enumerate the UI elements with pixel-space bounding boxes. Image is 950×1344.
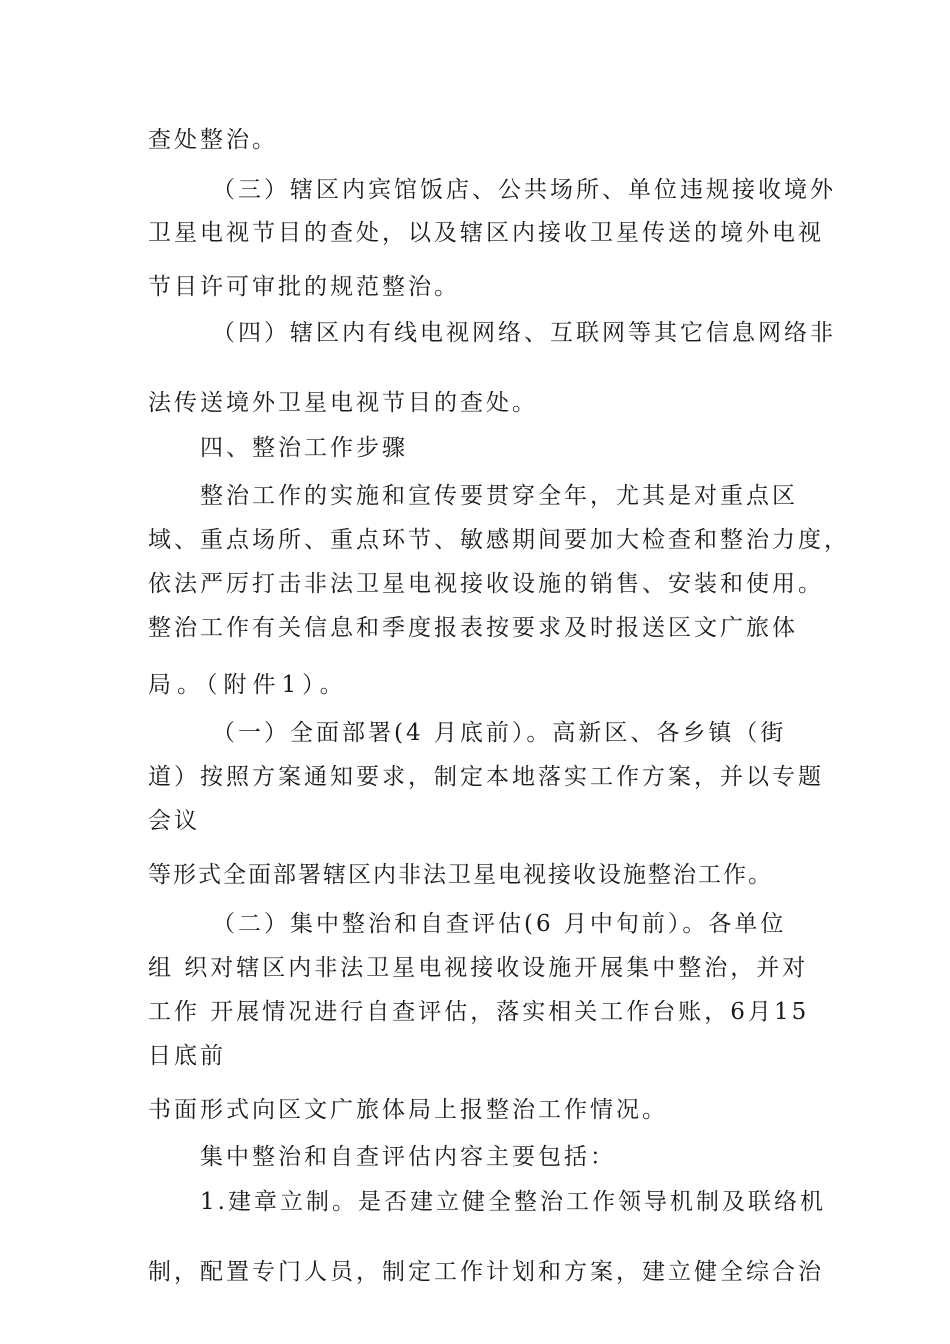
text-line: （三）辖区内宾馆饭店、公共场所、单位违规接收境外 bbox=[212, 177, 836, 203]
text-line: 书面形式向区文广旅体局上报整治工作情况。 bbox=[148, 1097, 668, 1123]
text-line: 日底前 bbox=[148, 1043, 226, 1069]
text-line: （四）辖区内有线电视网络、互联网等其它信息网络非 bbox=[212, 320, 836, 346]
text-line: 局。（附件1）。 bbox=[148, 672, 349, 698]
text-line: 会议 bbox=[148, 808, 200, 834]
text-line: 集中整治和自查评估内容主要包括： bbox=[200, 1144, 616, 1170]
text-line: 组 织对辖区内非法卫星电视接收设施开展集中整治，并对 bbox=[148, 955, 809, 981]
text-line: 制，配置专门人员，制定工作计划和方案，建立健全综合治 bbox=[148, 1259, 824, 1285]
text-line: 工作 开展情况进行自查评估，落实相关工作台账，6月15 bbox=[148, 999, 810, 1025]
text-line: 法传送境外卫星电视节目的查处。 bbox=[148, 390, 538, 416]
text-line: 域、重点场所、重点环节、敏感期间要加大检查和整治力度， bbox=[148, 527, 850, 553]
text-line: （二）集中整治和自查评估(6 月中旬前）。各单位 bbox=[212, 911, 787, 937]
section-heading: 四、整治工作步骤 bbox=[200, 435, 408, 461]
text-line: 节目许可审批的规范整治。 bbox=[148, 274, 460, 300]
text-line: 查处整治。 bbox=[148, 127, 278, 153]
text-line: 依法严厉打击非法卫星电视接收设施的销售、安装和使用。 bbox=[148, 571, 824, 597]
text-line: 等形式全面部署辖区内非法卫星电视接收设施整治工作。 bbox=[148, 862, 773, 888]
text-line: （一）全面部署(4 月底前）。高新区、各乡镇（街 bbox=[212, 720, 787, 746]
text-line: 整治工作有关信息和季度报表按要求及时报送区文广旅体 bbox=[148, 615, 798, 641]
text-line: 卫星电视节目的查处，以及辖区内接收卫星传送的境外电视 bbox=[148, 220, 824, 246]
text-line: 道）按照方案通知要求，制定本地落实工作方案，并以专题 bbox=[148, 764, 824, 790]
text-line: 整治工作的实施和宣传要贯穿全年，尤其是对重点区 bbox=[200, 483, 798, 509]
text-line: 1.建章立制。是否建立健全整治工作领导机制及联络机 bbox=[200, 1189, 826, 1215]
